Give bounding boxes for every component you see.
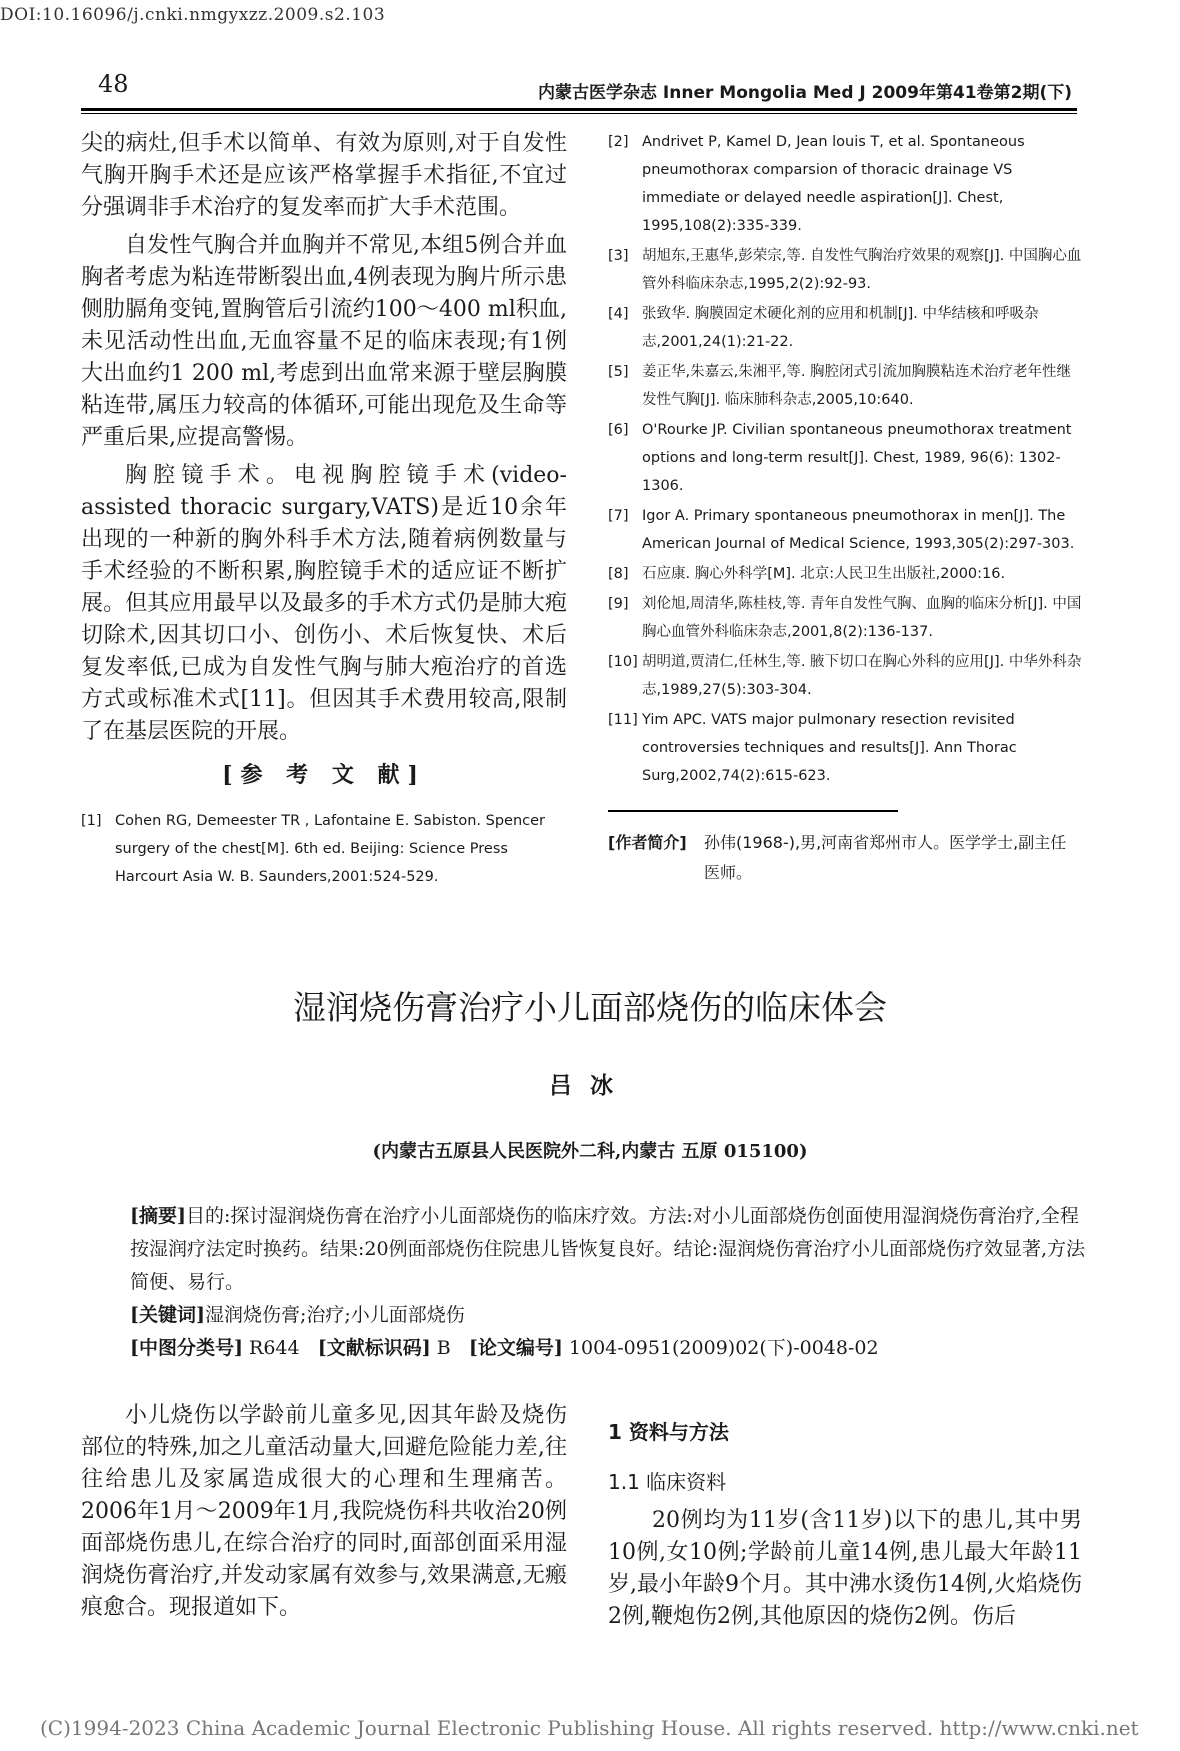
reference-number: [1] (81, 813, 102, 829)
page-number: 48 (98, 70, 129, 98)
doc-code-label: [文献标识码] (317, 1337, 431, 1359)
classification-block (130, 1332, 1092, 1365)
abstract (130, 1200, 1092, 1365)
subsection-heading: 1.1 临床资料 (608, 1470, 727, 1494)
copyright-footer: (C)1994-2023 China Academic Journal Electronic Publishing House. All rights reserved. http://www.cnki.net (40, 1716, 1139, 1740)
reference-number: [10] (608, 654, 638, 670)
article-right-column (608, 1415, 1082, 1639)
reference-number: [6] (608, 422, 629, 438)
intro-paragraph: 小儿烧伤以学龄前儿童多见,因其年龄及烧伤部位的特殊,加之儿童活动量大,回避危险能力差,往往给患儿及家属造成很大的心理和生理痛苦。2006年1月～2009年1月,我院烧伤科共收治20例面部烧伤患儿,在综合治疗的同时,面部创面采用湿润烧伤膏治疗,并发动家属有效参与,效果满意,无瘢痕愈合。现报道如下。 (81, 1403, 567, 1620)
author-note-text: 孙伟(1968-),男,河南省郑州市人。医学学士,副主任医师。 (704, 833, 1067, 882)
paper-number-label: [论文编号] (468, 1337, 563, 1359)
doc-code-value: B (436, 1337, 451, 1359)
reference-item (608, 300, 1082, 356)
author-note-label: [作者简介] (608, 833, 687, 852)
abstract-text: 目的:探讨湿润烧伤膏在治疗小儿面部烧伤的临床疗效。方法:对小儿面部烧伤创面使用湿润烧伤膏治疗,全程按湿润疗法定时换药。结果:20例面部烧伤住院患儿皆恢复良好。结论:湿润烧伤膏治疗小儿面部烧伤疗效显著,方法简便、易行。 (130, 1205, 1086, 1293)
right-column (608, 128, 1082, 792)
left-column (81, 128, 567, 893)
abstract-block (130, 1200, 1092, 1299)
class-value: R644 (249, 1337, 300, 1359)
reference-number: [9] (608, 596, 629, 612)
reference-item (608, 648, 1082, 704)
running-title: 内蒙古医学杂志 Inner Mongolia Med J 2009年第41卷第2期(下) (538, 83, 1072, 103)
paper-number-value: 1004-0951(2009)02(下)-0048-02 (568, 1337, 879, 1359)
reference-text: 胡明道,贾清仁,任林生,等. 腋下切口在胸心外科的应用[J]. 中华外科杂志,1989,27(5):303-304. (642, 654, 1082, 698)
section-heading: 1 资料与方法 (608, 1420, 729, 1444)
article-left-column (81, 1400, 567, 1630)
reference-text: Andrivet P, Kamel D, Jean louis T, et al. Spontaneous pneumothorax comparsion of thoracic drainage VS immediate or delayed needle aspiration[J]. Chest, 1995,108(2):335-339. (642, 134, 1025, 234)
references-heading: [参 考 文 献] (222, 762, 426, 788)
keywords-text: 湿润烧伤膏;治疗;小儿面部烧伤 (204, 1304, 465, 1326)
reference-text: Igor A. Primary spontaneous pneumothorax in men[J]. The American Journal of Medical Science, 1993,305(2):297-303. (642, 508, 1075, 552)
reference-text: 姜正华,朱嘉云,朱湘平,等. 胸腔闭式引流加胸膜粘连术治疗老年性继发性气胸[J]. 临床肺科杂志,2005,10:640. (642, 364, 1072, 408)
reference-number: [8] (608, 566, 629, 582)
paragraph: 尖的病灶,但手术以简单、有效为原则,对于自发性气胸开胸手术还是应该严格掌握手术指征,不宜过分强调非手术治疗的复发率而扩大手术范围。 (81, 131, 567, 220)
reference-item (608, 560, 1082, 588)
reference-text: 石应康. 胸心外科学[M]. 北京:人民卫生出版社,2000:16. (642, 566, 1006, 582)
reference-number: [3] (608, 248, 629, 264)
reference-item (608, 358, 1082, 414)
header-rule (81, 108, 1077, 111)
reference-text: 张致华. 胸膜固定术硬化剂的应用和机制[J]. 中华结核和呼吸杂志,2001,24(1):21-22. (642, 306, 1039, 350)
reference-item (81, 807, 567, 891)
reference-number: [5] (608, 364, 629, 380)
header-rule-thin (81, 113, 1077, 114)
doi-line: DOI:10.16096/j.cnki.nmgyxzz.2009.s2.103 (0, 5, 386, 25)
reference-item (608, 128, 1082, 240)
article-title: 湿润烧伤膏治疗小儿面部烧伤的临床体会 (293, 988, 887, 1027)
author-note-separator (608, 810, 898, 812)
reference-item (608, 242, 1082, 298)
paragraph: 胸腔镜手术。电视胸腔镜手术(video-assisted thoracic surgary,VATS)是近10余年出现的一种新的胸外科手术方法,随着病例数量与手术经验的不断积累,胸腔镜手术的适应证不断扩展。但其应用最早以及最多的手术方式仍是肺大疱切除术,因其切口小、创伤小、术后恢复快、术后复发率低,已成为自发性气胸与肺大疱治疗的首选方式或标准术式[11]。但因其手术费用较高,限制了在基层医院的开展。 (81, 463, 567, 744)
reference-item (608, 502, 1082, 558)
reference-item (608, 706, 1082, 790)
abstract-label: [摘要] (130, 1205, 186, 1227)
reference-text: 刘伦旭,周清华,陈桂枝,等. 青年自发性气胸、血胸的临床分析[J]. 中国胸心血管外科临床杂志,2001,8(2):136-137. (642, 596, 1082, 640)
subsection-text: 20例均为11岁(含11岁)以下的患儿,其中男10例,女10例;学龄前儿童14例,患儿最大年龄11岁,最小年龄9个月。其中沸水烫伤14例,火焰烧伤2例,鞭炮伤2例,其他原因的烧伤2例。伤后 (608, 1508, 1082, 1629)
keywords-label: [关键词] (130, 1304, 205, 1326)
reference-number: [7] (608, 508, 629, 524)
reference-number: [2] (608, 134, 629, 150)
article-author: 吕冰 (549, 1072, 631, 1099)
reference-text: Yim APC. VATS major pulmonary resection revisited controversies techniques and results[J]. Ann Thorac Surg,2002,74(2):615-623. (642, 712, 1017, 784)
reference-text: 胡旭东,王惠华,彭荣宗,等. 自发性气胸治疗效果的观察[J]. 中国胸心血管外科临床杂志,1995,2(2):92-93. (642, 248, 1082, 292)
author-note (608, 828, 1082, 888)
keywords-block (130, 1299, 1092, 1332)
reference-item (608, 416, 1082, 500)
reference-number: [4] (608, 306, 629, 322)
reference-text: O'Rourke JP. Civilian spontaneous pneumothorax treatment options and long-term result[J]. Chest, 1989, 96(6): 1302-1306. (642, 422, 1072, 494)
paragraph: 自发性气胸合并血胸并不常见,本组5例合并血胸者考虑为粘连带断裂出血,4例表现为胸片所示患侧肋膈角变钝,置胸管后引流约100～400 ml积血,未见活动性出血,无血容量不足的临床表现;有1例大出血约1 200 ml,考虑到出血常来源于壁层胸膜粘连带,属压力较高的体循环,可能出现危及生命等严重后果,应提高警惕。 (81, 233, 567, 450)
reference-number: [11] (608, 712, 638, 728)
reference-item (608, 590, 1082, 646)
article-affiliation: (内蒙古五原县人民医院外二科,内蒙古 五原 015100) (372, 1141, 808, 1162)
class-label: [中图分类号] (130, 1337, 243, 1359)
reference-text: Cohen RG, Demeester TR , Lafontaine E. Sabiston. Spencer surgery of the chest[M]. 6th ed. Beijing: Science Press Harcourt Asia W. B. Saunders,2001:524-529. (115, 813, 546, 885)
